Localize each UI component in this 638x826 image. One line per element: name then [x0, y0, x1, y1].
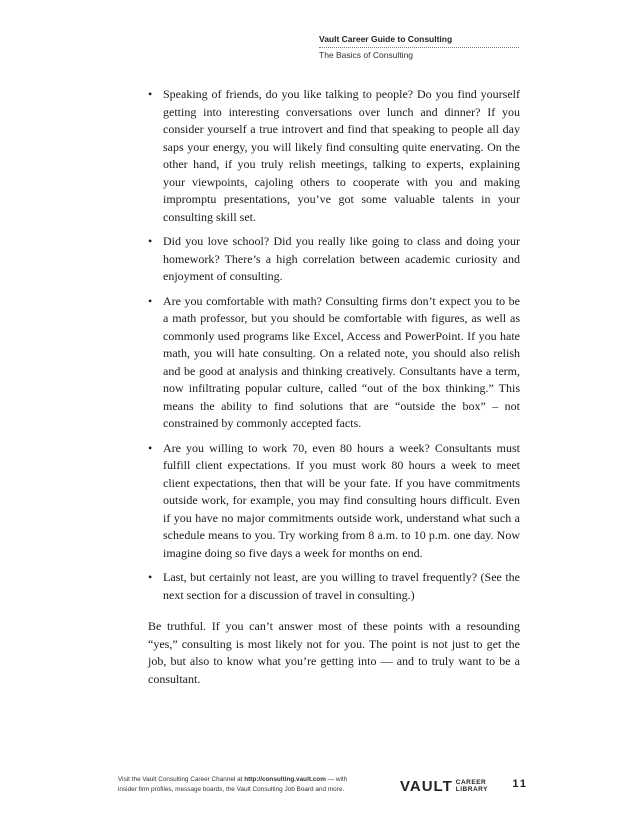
list-item — [148, 233, 520, 286]
footer-line2: insider firm profiles, message boards, the Vault Consulting Job Board and more. — [118, 786, 345, 793]
bullet-list — [148, 86, 520, 604]
logo-career-text: CAREER — [455, 779, 487, 786]
bullet-symbol: • — [148, 87, 153, 101]
running-header — [319, 34, 519, 61]
bullet-symbol: • — [148, 570, 153, 584]
header-divider — [319, 47, 519, 48]
list-item-text: Are you comfortable with math? Consulting firms don’t expect you to be a math professor, but you should be comfortable with figures, as well as commonly used programs like Excel, Access and PowerPoint. If you hate math, you will hate consulting. On a related note, you should also relish and be good at analysis and thinking creatively. Consultants have a term, now infiltrating popular culture, called “out of the box thinking.” This means the ability to find solutions that are “outside the box” – not constrained by commonly accepted facts. — [163, 293, 520, 430]
list-item — [148, 86, 520, 226]
list-item — [148, 440, 520, 563]
footer-line1-prefix: Visit the Vault Consulting Career Channel at — [118, 776, 245, 783]
page-footer — [118, 773, 528, 807]
bullet-symbol: • — [148, 293, 153, 308]
footer-url-link[interactable]: http://consulting.vault.com — [244, 776, 326, 783]
closing-paragraph: Be truthful. If you can’t answer most of these points with a resounding “yes,” consulting is most likely not for you. The point is not just to get the job, but also to know what you’re getting into — and to truly want to be a consultant. — [148, 619, 520, 686]
list-item-text: Speaking of friends, do you like talking to people? Do you find yourself getting into interesting conversations over lunch and dinner? If you consider yourself a true introvert and find that speaking to people all day saps your energy, you will likely find consulting quite enervating. On the other hand, if you truly relish meetings, talking to experts, explaining your viewpoints, cajoling others to cooperate with you and making impromptu presentations, you’ve got some valuable talents in your consulting skill set. — [163, 87, 520, 224]
logo-side-text — [456, 779, 488, 793]
list-item — [148, 569, 520, 604]
list-item — [148, 293, 520, 433]
footer-line1-suffix: — with — [325, 776, 348, 783]
bullet-symbol: • — [148, 440, 153, 455]
logo-library-text: LIBRARY — [455, 786, 488, 793]
bullet-symbol: • — [148, 234, 153, 248]
body-content — [148, 86, 520, 700]
vault-logo — [400, 776, 488, 796]
header-title: Vault Career Guide to Consulting — [319, 34, 453, 44]
header-subtitle: The Basics of Consulting — [319, 50, 414, 60]
list-item-text: Did you love school? Did you really like going to class and doing your homework? There’s a high correlation between academic curiosity and enjoyment of consulting. — [163, 234, 520, 283]
list-item-text: Last, but certainly not least, are you willing to travel frequently? (See the next section for a discussion of travel in consulting.) — [163, 570, 520, 602]
page-number: 11 — [512, 778, 528, 790]
footer-text — [118, 775, 388, 795]
list-item-text: Are you willing to work 70, even 80 hours a week? Consultants must fulfill client expectations. If you must work 80 hours a week to meet client expectations, then that will be your fate. If you have commitments outside work, for example, you may find consulting hours difficult. Even if you have no major commitments outside work, understand what such a schedule means to you. Try working from 8 a.m. to 10 p.m. one day. Now imagine doing so five days a week for months on end. — [163, 440, 520, 560]
logo-main-text: VAULT — [400, 777, 453, 795]
